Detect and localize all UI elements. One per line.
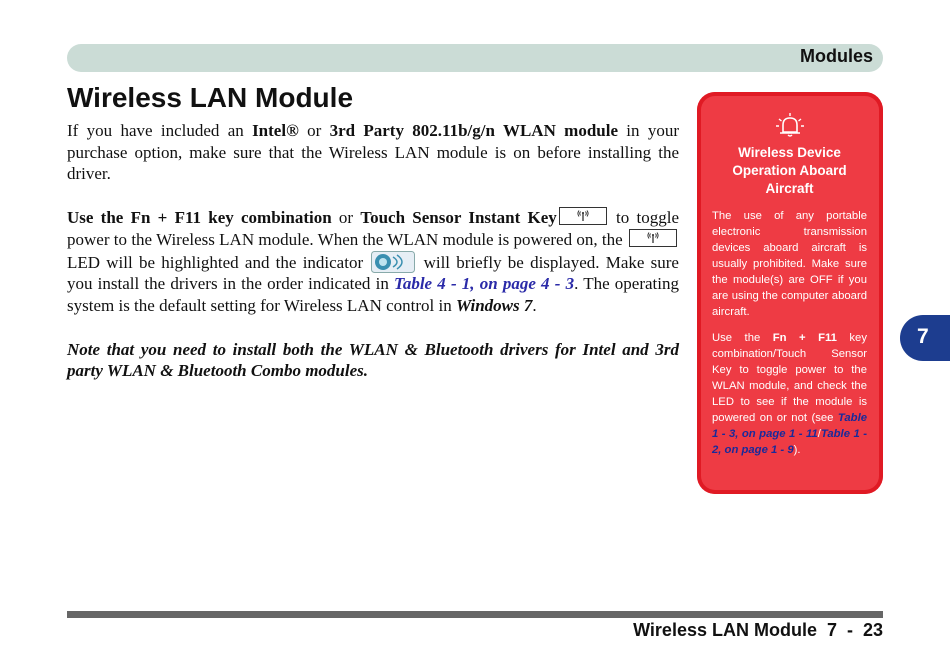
aircraft-warning-sidebar <box>697 92 883 494</box>
chapter-number: 7 <box>917 325 929 348</box>
fn-f11-label: Fn + F11 <box>772 332 837 344</box>
text-span: key combination/Touch Sensor Key to toggle power to the WLAN module, and check the LED to see if the module is powered on or not (see <box>712 332 867 424</box>
text-span: If you have included an <box>67 121 253 140</box>
table-reference-link[interactable]: Table 1 - 3, on page 1 - 11 <box>712 412 867 440</box>
footer-rule <box>67 611 883 618</box>
footer-page-label: Wireless LAN Module 7 - 23 <box>633 620 883 640</box>
table-reference-link[interactable]: Table 4 - 1, on page 4 - 3 <box>394 274 575 294</box>
page-title: Wireless LAN Module <box>67 82 354 113</box>
text-span: LED will be highlighted and the indicator <box>67 252 370 272</box>
text-span: . The operating system is the default setting for Wireless LAN control in <box>67 274 679 315</box>
text-span: to toggle power to the Wireless LAN module. When the WLAN module is powered on, the <box>67 208 679 249</box>
sidebar-paragraph: The use of any portable electronic transmission devices aboard aircraft is usually prohibited. Make sure the module(s) are OFF if you are using the computer aboard aircraft. <box>712 210 867 318</box>
text-span: or <box>331 208 361 228</box>
text-span: / <box>817 428 821 440</box>
wlan-led-icon <box>629 229 677 247</box>
chapter-tab[interactable] <box>900 315 950 361</box>
key-combination-label: Use the Fn + F11 key combination <box>67 208 332 228</box>
warning-bell-icon <box>773 112 807 138</box>
intro-paragraph <box>67 120 679 185</box>
touch-sensor-label: Touch Sensor Instant Key <box>360 208 557 228</box>
note-paragraph: Note that you need to install both the WLAN & Bluetooth drivers for Intel and 3rd party WLAN & Bluetooth Combo modules. <box>67 339 679 381</box>
instructions-paragraph <box>67 207 679 317</box>
main-content <box>67 120 679 404</box>
wlan-key-icon <box>559 207 607 225</box>
windows-7-label: Windows 7 <box>455 295 533 315</box>
header-bar <box>67 44 883 72</box>
text-span: or <box>298 121 330 140</box>
intel-label: Intel® <box>252 121 299 140</box>
wlan-indicator-icon <box>371 251 415 273</box>
text-span: . <box>532 295 537 315</box>
text-span: will briefly be displayed. Make sure you install the drivers in the order indicated in <box>67 252 679 294</box>
wlan-module-label: 3rd Party 802.11b/g/n WLAN module <box>329 121 618 140</box>
text-span: Use the <box>712 332 773 344</box>
text-span: in your purchase option, make sure that the Wireless LAN module is on before installing the driver. <box>67 121 680 184</box>
sidebar-title: Wireless Device Operation Aboard Aircraft <box>732 145 847 196</box>
sidebar-paragraph <box>712 330 867 458</box>
section-header-title: Modules <box>799 46 873 66</box>
text-span: ). <box>793 444 801 456</box>
table-reference-link[interactable]: Table 1 - 2, on page 1 - 9 <box>712 428 867 456</box>
